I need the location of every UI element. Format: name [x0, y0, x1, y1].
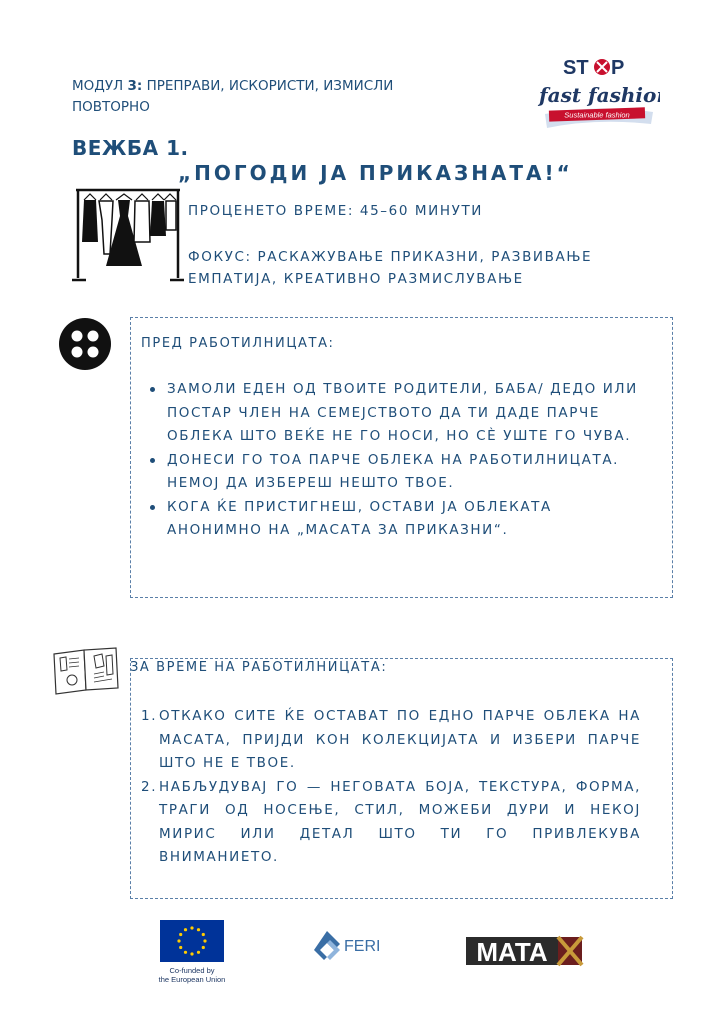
- feri-label: FERI: [344, 938, 381, 955]
- before-workshop-box: [130, 317, 673, 598]
- list-item: 1. ОТКАКО СИТЕ ЌЕ ОСТАВАТ ПО ЕДНО ПАРЧЕ ОБЛЕКА НА МАСАТА, ПРИЈДИ КОН КОЛЕКЦИЈАТА И ИЗБЕРИ ПАРЧЕ ШТО НЕ Е ТВОЕ.: [141, 708, 641, 771]
- module-title: МОДУЛ 3: ПРЕПРАВИ, ИСКОРИСТИ, ИЗМИСЛИ ПОВТОРНО: [72, 78, 394, 115]
- before-workshop-title: ПРЕД РАБОТИЛНИЦАТА:: [141, 336, 335, 351]
- before-workshop-list: [167, 378, 647, 543]
- during-workshop-list: [141, 705, 641, 870]
- sustainable-label: Sustainable fashion: [564, 110, 630, 120]
- list-item: КОГА ЌЕ ПРИСТИГНЕШ, ОСТАВИ ЈА ОБЛЕКАТА АНОНИМНО НА „МАСАТА ЗА ПРИКАЗНИ“.: [167, 496, 647, 543]
- eu-cofunded-text: Co-funded by the European Union: [158, 966, 226, 984]
- list-item: ДОНЕСИ ГО ТОА ПАРЧЕ ОБЛЕКА НА РАБОТИЛНИЦАТА. НЕМОЈ ДА ИЗБЕРЕШ НЕШТО ТВОЕ.: [167, 449, 647, 496]
- during-workshop-title: ЗА ВРЕМЕ НА РАБОТИЛНИЦАТА:: [130, 660, 388, 675]
- exercise-number: ВЕЖБА 1.: [72, 136, 189, 160]
- estimated-time: ПРОЦЕНЕТО ВРЕМЕ: 45–60 МИНУТИ: [188, 203, 483, 219]
- stop-fast-fashion-logo: [535, 52, 660, 132]
- list-item: 2. НАБЉУДУВАЈ ГО — НЕГОВАТА БОЈА, ТЕКСТУРА, ФОРМА, ТРАГИ ОД НОСЕЊЕ, СТИЛ, МОЖЕБИ ДУРИ И НЕКОЈ МИРИС ИЛИ ДЕТАЛ ШТО ТИ ГО ПРИВЛЕКУВА ВНИМАНИЕТО.: [141, 778, 641, 865]
- mata-logo: [466, 935, 586, 973]
- button-icon: [58, 317, 112, 375]
- svg-text:P: P: [611, 57, 625, 79]
- eu-flag-logo: [160, 920, 224, 962]
- svg-text:MATA: MATA: [476, 937, 548, 967]
- exercise-title: „ПОГОДИ ЈА ПРИКАЗНАТА!“: [178, 161, 573, 185]
- list-item: ЗАМОЛИ ЕДЕН ОД ТВОИТЕ РОДИТЕЛИ, БАБА/ ДЕДО ИЛИ ПОСТАР ЧЛЕН НА СЕМЕЈСТВОТО ДА ТИ ДАДЕ ПАРЧЕ ОБЛЕКА ШТО ВЕЌЕ НЕ ГО НОСИ, НО СÈ УШТЕ ГО ЧУВА.: [167, 378, 647, 449]
- magazine-icon: [50, 644, 122, 702]
- clothes-rack-icon: [72, 186, 184, 290]
- feri-logo-icon: [310, 929, 344, 967]
- focus-text: ФОКУС: РАСКАЖУВАЊЕ ПРИКАЗНИ, РАЗВИВАЊЕ ЕМПАТИЈА, КРЕАТИВНО РАЗМИСЛУВАЊЕ: [188, 249, 593, 287]
- svg-text:fast fashion: fast fashion: [539, 83, 660, 107]
- svg-text:ST: ST: [563, 57, 589, 79]
- during-workshop-box: [130, 658, 673, 899]
